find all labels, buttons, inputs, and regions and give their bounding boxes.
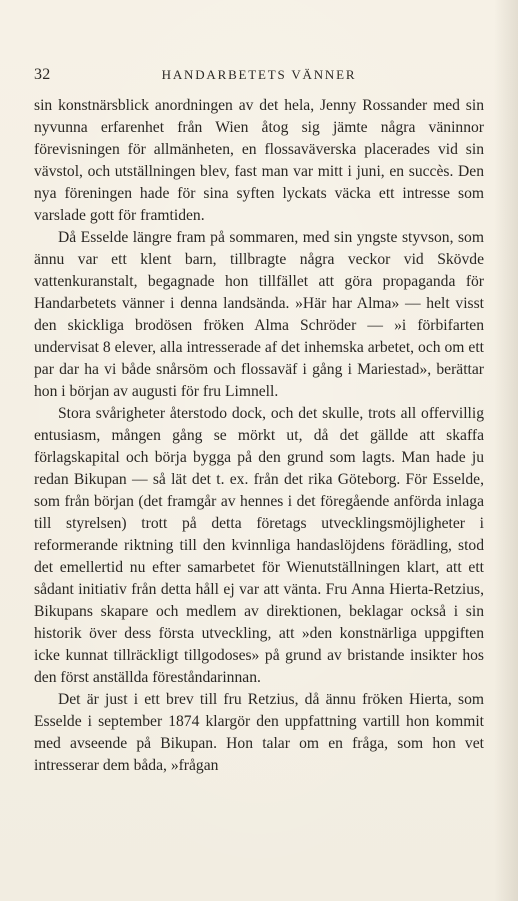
- paragraph-1: sin konstnärsblick anordningen av det hela, Jenny Rossander med sin nyvunna erfarenhet från Wien åtog sig jämte några väninnor förevisningen för allmänheten, en flossaväverska placerades vid sin vävstol, och utställningen blev, fast man var mitt i juni, en succès. Den nya föreningen hade för sina syften lyckats väcka ett intresse som varslade gott för framtiden.: [34, 97, 484, 224]
- page-number: 32: [34, 66, 51, 83]
- paragraph-3: Stora svårigheter återstodo dock, och det skulle, trots all offervillig entusiasm, mången gång se mörkt ut, då det gällde att skaffa förlagskapital och börja bygga på den grund som lagts. Man hade ju redan Bikupan — så lät det t. ex. från det rika Göteborg. För Esselde, som från början (det framgår av hennes i det föregående anförda inlaga till styrelsen) trott på detta företags utvecklingsmöjligheter i reformerande riktning till den kvinnliga handaslöjdens förädling, stod det emellertid nu efter samarbetet för Wienutställningen klart, att ett sådant initiativ från detta håll ej var att vänta. Fru Anna Hierta-Retzius, Bikupans skapare och medlem av direktionen, beklagar också i sin historik över dess första utveckling, att »den konstnärliga uppgiften icke kunnat tillräckligt tillgodoses» på grund av bristande insikter hos den först anställda föreståndarinnan.: [34, 405, 484, 686]
- paragraph-4: Det är just i ett brev till fru Retzius, då ännu fröken Hierta, som Esselde i september 1874 klargör den uppfattning vartill hon kommit med avseende på Bikupan. Hon talar om en fråga, som hon vet intresserar dem båda, »frågan: [34, 691, 484, 774]
- page-header: [34, 64, 484, 86]
- running-title: HANDARBETETS VÄNNER: [161, 67, 357, 82]
- paragraph-2: Då Esselde längre fram på sommaren, med sin yngste styvson, som ännu var ett klent barn, tillbragte några veckor vid Skövde vattenkuranstalt, begagnade hon tillfället att göra propaganda för Handarbetets vänner i denna landsända. »Här har Alma» — helt visst den skickliga brodösen fröken Alma Schröder — »i förbifarten undervisat 8 elever, alla intresserade af det inhemska arbetet, och om ett par dar ha vi både snårsöm och flossaväf i gång i Mariestad», berättar hon i början av augusti för fru Limnell.: [34, 229, 484, 400]
- page-edge-shadow: [494, 0, 518, 901]
- body-text: [34, 95, 484, 777]
